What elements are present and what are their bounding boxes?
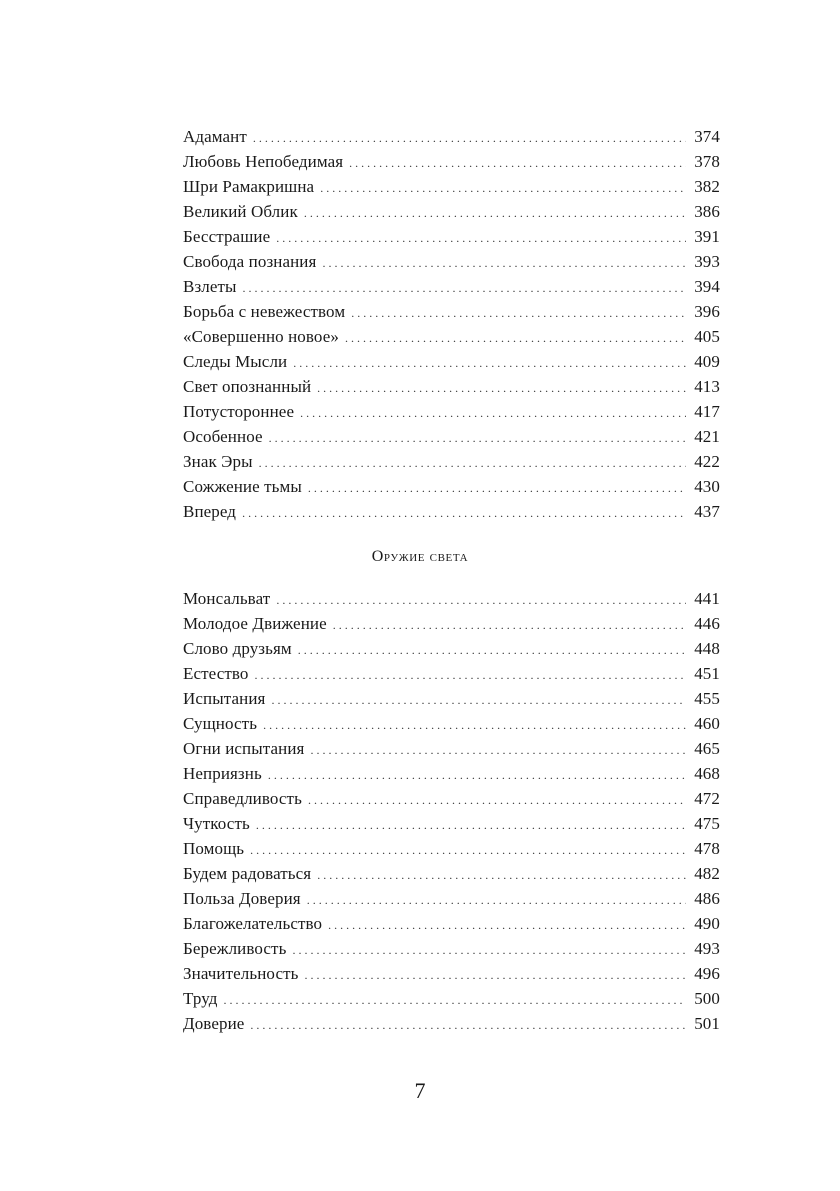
- leader-dots: [351, 301, 686, 326]
- leader-dots: [243, 276, 686, 301]
- toc-entry-title: Борьба с невежеством: [183, 302, 346, 321]
- toc-entry[interactable]: [183, 661, 720, 686]
- leader-dots: [292, 938, 686, 963]
- toc-entry[interactable]: [183, 786, 720, 811]
- toc-entry-page: 486: [694, 889, 720, 908]
- toc-entry-page: 472: [694, 789, 720, 808]
- leader-dots: [255, 663, 686, 688]
- toc-entry-title: Молодое Движение: [183, 614, 327, 633]
- leader-dots: [253, 126, 686, 151]
- leader-dots: [224, 988, 687, 1013]
- toc-entry-title: Бесстрашие: [183, 227, 271, 246]
- toc-entry-page: 493: [694, 939, 720, 958]
- toc-entry-page: 405: [694, 327, 720, 346]
- toc-entry[interactable]: [183, 349, 720, 374]
- toc-entry-title: Монсальват: [183, 589, 271, 608]
- toc-entry-title: Естество: [183, 664, 249, 683]
- toc-entry[interactable]: [183, 149, 720, 174]
- leader-dots: [259, 451, 686, 476]
- toc-entry-page: 391: [694, 227, 720, 246]
- toc-list: [183, 124, 720, 524]
- toc-entry-page: 382: [694, 177, 720, 196]
- toc-entry-title: Слово друзьям: [183, 639, 292, 658]
- toc-entry-title: Неприязнь: [183, 764, 262, 783]
- toc-entry-title: Чуткость: [183, 814, 250, 833]
- toc-entry[interactable]: [183, 636, 720, 661]
- toc-entry-page: 448: [694, 639, 720, 658]
- toc-entry[interactable]: [183, 299, 720, 324]
- leader-dots: [307, 888, 686, 913]
- toc-entry-title: Свобода познания: [183, 252, 317, 271]
- toc-entry-title: Адамант: [183, 127, 247, 146]
- toc-entry[interactable]: [183, 986, 720, 1011]
- leader-dots: [269, 426, 686, 451]
- section-heading: Оружие света: [371, 548, 469, 565]
- toc-entry[interactable]: [183, 449, 720, 474]
- toc-entry-title: Польза Доверия: [183, 889, 301, 908]
- toc-entry-page: 417: [694, 402, 720, 421]
- toc-entry-page: 396: [694, 302, 720, 321]
- toc-entry-page: 441: [694, 589, 720, 608]
- toc-entry-title: Благожелательство: [183, 914, 323, 933]
- page-number: 7: [414, 1078, 426, 1103]
- toc-entry[interactable]: [183, 611, 720, 636]
- leader-dots: [345, 326, 686, 351]
- toc-entry-title: Свет опознанный: [183, 377, 312, 396]
- toc-entry[interactable]: [183, 886, 720, 911]
- toc-entry-page: 421: [694, 427, 720, 446]
- toc-entry-page: 437: [694, 502, 720, 521]
- leader-dots: [276, 226, 686, 251]
- toc-entry-title: «Совершенно новое»: [183, 327, 339, 346]
- toc-entry-page: 446: [694, 614, 720, 633]
- toc-entry[interactable]: [183, 1011, 720, 1036]
- leader-dots: [298, 638, 686, 663]
- leader-dots: [250, 1013, 686, 1038]
- toc-entry-page: 386: [694, 202, 720, 221]
- toc-entry-page: 468: [694, 764, 720, 783]
- toc-entry[interactable]: [183, 224, 720, 249]
- toc-entry[interactable]: [183, 736, 720, 761]
- leader-dots: [304, 201, 686, 226]
- toc-entry-title: Огни испытания: [183, 739, 305, 758]
- toc-entry-page: 430: [694, 477, 720, 496]
- toc-entry[interactable]: [183, 474, 720, 499]
- toc-entry[interactable]: [183, 174, 720, 199]
- toc-entry[interactable]: [183, 761, 720, 786]
- toc-entry-title: Испытания: [183, 689, 266, 708]
- leader-dots: [333, 613, 686, 638]
- toc-entry-page: 465: [694, 739, 720, 758]
- toc-entry[interactable]: [183, 586, 720, 611]
- toc-entry-page: 501: [694, 1014, 720, 1033]
- leader-dots: [317, 863, 686, 888]
- toc-entry-title: Сожжение тьмы: [183, 477, 302, 496]
- leader-dots: [268, 763, 686, 788]
- toc-entry-page: 451: [694, 664, 720, 683]
- toc-entry-title: Великий Облик: [183, 202, 298, 221]
- leader-dots: [293, 351, 686, 376]
- toc-entry-page: 409: [694, 352, 720, 371]
- leader-dots: [242, 501, 686, 526]
- leader-dots: [276, 588, 686, 613]
- toc-entry[interactable]: [183, 711, 720, 736]
- toc-entry-title: Труд: [183, 989, 218, 1008]
- leader-dots: [300, 401, 686, 426]
- toc-entry[interactable]: [183, 811, 720, 836]
- toc-entry-page: 422: [694, 452, 720, 471]
- toc-entry[interactable]: [183, 424, 720, 449]
- leader-dots: [322, 251, 686, 276]
- leader-dots: [308, 476, 686, 501]
- toc-entry-page: 378: [694, 152, 720, 171]
- toc-entry[interactable]: [183, 274, 720, 299]
- toc-entry-page: 482: [694, 864, 720, 883]
- toc-entry[interactable]: [183, 961, 720, 986]
- toc-entry[interactable]: [183, 836, 720, 861]
- leader-dots: [256, 813, 686, 838]
- toc-entry[interactable]: [183, 399, 720, 424]
- toc-entry-page: 374: [694, 127, 720, 146]
- toc-entry-title: Вперед: [183, 502, 237, 521]
- toc-entry-title: Будем радоваться: [183, 864, 312, 883]
- toc-entry[interactable]: [183, 499, 720, 524]
- leader-dots: [305, 963, 687, 988]
- toc-entry-page: 394: [694, 277, 720, 296]
- toc-entry-page: 413: [694, 377, 720, 396]
- toc-list: [183, 586, 720, 1036]
- toc-entry[interactable]: [183, 936, 720, 961]
- toc-entry-title: Следы Мысли: [183, 352, 288, 371]
- toc-entry-title: Помощь: [183, 839, 245, 858]
- toc-entry-title: Значительность: [183, 964, 299, 983]
- toc-entry-title: Бережливость: [183, 939, 287, 958]
- toc-entry-title: Знак Эры: [183, 452, 253, 471]
- leader-dots: [317, 376, 686, 401]
- toc-entry-page: 475: [694, 814, 720, 833]
- leader-dots: [250, 838, 686, 863]
- toc-entry-title: Справедливость: [183, 789, 302, 808]
- leader-dots: [263, 713, 686, 738]
- toc-entry[interactable]: [183, 911, 720, 936]
- toc-entry[interactable]: [183, 124, 720, 149]
- toc-entry-title: Сущность: [183, 714, 258, 733]
- toc-entry-page: 455: [694, 689, 720, 708]
- toc-entry[interactable]: [183, 249, 720, 274]
- toc-entry[interactable]: [183, 324, 720, 349]
- leader-dots: [349, 151, 686, 176]
- toc-entry[interactable]: [183, 686, 720, 711]
- toc-entry-title: Потустороннее: [183, 402, 295, 421]
- leader-dots: [320, 176, 686, 201]
- toc-entry[interactable]: [183, 861, 720, 886]
- toc-entry[interactable]: [183, 374, 720, 399]
- leader-dots: [310, 738, 686, 763]
- toc-entry[interactable]: [183, 199, 720, 224]
- toc-entry-title: Доверие: [183, 1014, 245, 1033]
- leader-dots: [308, 788, 686, 813]
- toc-entry-page: 496: [694, 964, 720, 983]
- toc-entry-title: Особенное: [183, 427, 263, 446]
- toc-entry-title: Шри Рамакришна: [183, 177, 315, 196]
- toc-entry-page: 500: [694, 989, 720, 1008]
- toc-entry-page: 478: [694, 839, 720, 858]
- toc-entry-page: 393: [694, 252, 720, 271]
- toc-entry-page: 490: [694, 914, 720, 933]
- toc-entry-page: 460: [694, 714, 720, 733]
- toc-entry-title: Взлеты: [183, 277, 237, 296]
- toc-entry-title: Любовь Непобедимая: [183, 152, 344, 171]
- leader-dots: [271, 688, 686, 713]
- leader-dots: [328, 913, 686, 938]
